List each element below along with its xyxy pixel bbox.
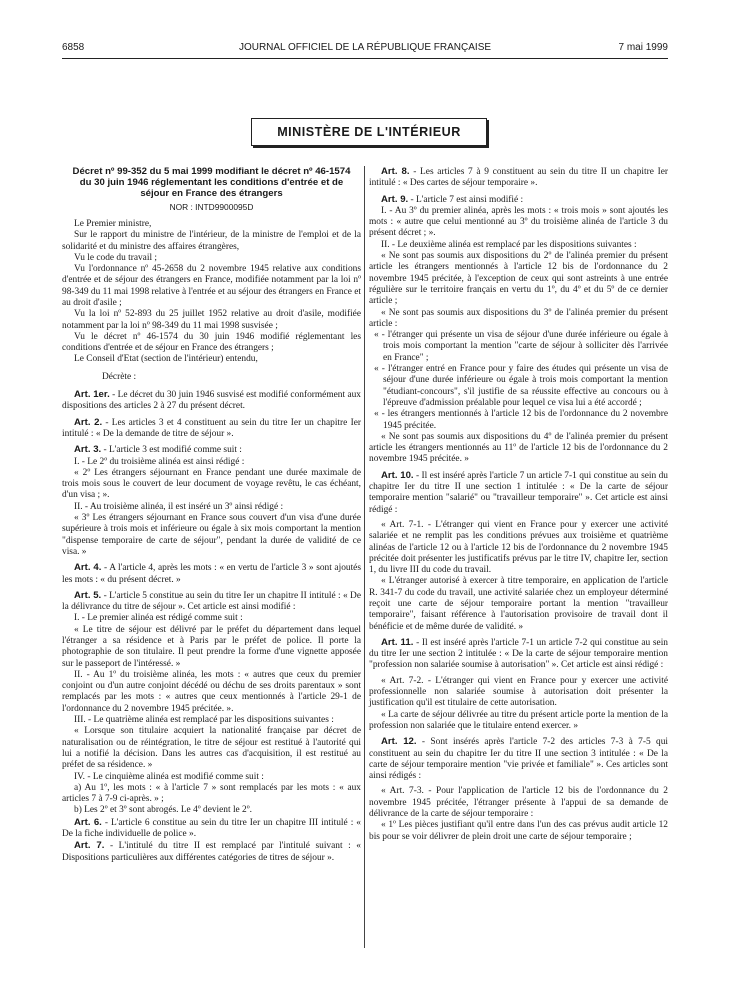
paragraph-text: « Ne sont pas soumis aux dispositions du 2º de l'alinéa premier du présent article les étrangers mentionnés à l'article 12 bis de l'ordonnance du 2 novembre 1945 précitée, à l'exception de ceux qui sont astreints à une entrée régulière sur le territoire français en vertu du 1º, du 4º et du 5º de ce dernier article ; bbox=[369, 251, 668, 307]
paragraph bbox=[369, 786, 668, 820]
article-paragraph bbox=[369, 194, 668, 206]
decree-title: Décret nº 99-352 du 5 mai 1999 modifiant le décret nº 46-1574 du 30 juin 1946 réglementant les conditions d'entrée et de séjour en France des étrangers bbox=[72, 166, 351, 200]
paragraph bbox=[62, 457, 361, 468]
right-column bbox=[369, 166, 668, 843]
paragraph-text: - L'article 5 constitue au sein du titre Ier un chapitre II intitulé : « De la délivrance du titre de séjour ». Cet article est ainsi modifié : bbox=[62, 590, 361, 613]
column-divider bbox=[364, 166, 365, 948]
paragraph bbox=[62, 726, 361, 771]
paragraph-text: Le Premier ministre, bbox=[74, 218, 152, 229]
paragraph-text: IV. - Le cinquième alinéa est modifié comme suit : bbox=[74, 771, 264, 782]
article-label: Art. 3. bbox=[74, 444, 102, 456]
paragraph-text: - Les articles 7 à 9 constituent au sein du titre II un chapitre Ier intitulé : « Des cartes de séjour temporaire ». bbox=[369, 167, 668, 189]
article-label: Art. 9. bbox=[381, 193, 409, 205]
paragraph-text: Vu le décret nº 46-1574 du 30 juin 1946 modifié réglementant les conditions d'entrée et de séjour en France des étrangers ; bbox=[62, 331, 361, 354]
paragraph-text: I. - Au 3º du premier alinéa, après les mots : « trois mois » sont ajoutés les mots : « autre que celui mentionné au 3º du troisième alinéa de l'article 3 du présent décret ; ». bbox=[369, 205, 668, 239]
paragraph-text: I. - Le premier alinéa est rédigé comme suit : bbox=[74, 613, 243, 624]
paragraph-text: « Ne sont pas soumis aux dispositions du 3º de l'alinéa premier du présent article : bbox=[369, 307, 668, 329]
paragraph bbox=[369, 820, 668, 843]
paragraph-text: II. - Au 1º du troisième alinéa, les mots : « autres que ceux du premier conjoint ou d'un autre conjoint décédé ou déchu de ses droits parentaux » sont remplacés par les mots : « autres que ceux mentionnés à l'article 29-1 de l'ordonnance du 2 novembre 1945 précitée. ». bbox=[62, 669, 361, 714]
article-label: Art. 4. bbox=[74, 562, 102, 574]
article-label: Art. 12. bbox=[381, 736, 417, 748]
article-paragraph bbox=[62, 590, 361, 614]
article-paragraph bbox=[62, 840, 361, 864]
paragraph bbox=[62, 264, 361, 309]
article-paragraph bbox=[369, 166, 668, 190]
paragraph-text: Vu la loi nº 52-893 du 25 juillet 1952 relative au droit d'asile, modifiée notamment par la loi nº 98-349 du 11 mai 1998 susvisée ; bbox=[62, 309, 361, 331]
paragraph bbox=[369, 240, 668, 251]
paragraph-text: « Art. 7-1. - L'étranger qui vient en France pour y exercer une activité salariée et ne remplit pas les conditions prévues aux troisième et quatrième alinéas de l'article 12 ou à l'article 12 bis de l'ordonnance du 2 novembre 1945 précitée doit présenter les justificatifs prévus par le titre IV, chapitre Ier, section 1, du livre III du code du travail. bbox=[369, 519, 668, 576]
paragraph bbox=[369, 409, 668, 432]
paragraph-text: - L'article 3 est modifié comme suit : bbox=[101, 445, 242, 456]
paragraph bbox=[62, 625, 361, 670]
paragraph bbox=[62, 805, 361, 816]
paragraph bbox=[62, 309, 361, 332]
paragraph bbox=[369, 576, 668, 632]
paragraph bbox=[62, 372, 361, 383]
article-paragraph bbox=[62, 817, 361, 841]
paragraph-text: - Il est inséré après l'article 7 un article 7-1 qui constitue au sein du chapitre Ier du titre II une section 1 intitulée : « De la carte de séjour temporaire mention "salarié" ou "travailleur temporaire" ». Cet article est ainsi rédigé : bbox=[369, 470, 668, 515]
journal-title: JOURNAL OFFICIEL DE LA RÉPUBLIQUE FRANÇAISE bbox=[238, 42, 492, 53]
paragraph-text: « 3º Les étrangers séjournant en France sous couvert d'un visa d'une durée supérieure à trois mois et inférieure ou égale à six mois comportant la mention "dispense temporaire de carte de séjour", pendant la durée de validité de ce visa. » bbox=[62, 513, 361, 557]
paragraph bbox=[62, 613, 361, 624]
paragraph-text: - Il est inséré après l'article 7-1 un article 7-2 qui constitue au sein du titre Ier une section 2 intitulée : « De la carte de séjour temporaire mention "profession non salariée soumise à autorisation" ». Cet article est ainsi rédigé : bbox=[369, 637, 668, 671]
paragraph bbox=[369, 710, 668, 733]
paragraph-text: « La carte de séjour délivrée au titre du présent article porte la mention de la profession non salariée que le titulaire entend exercer. » bbox=[369, 709, 668, 731]
paragraph bbox=[369, 520, 668, 576]
paragraph bbox=[62, 513, 361, 558]
paragraph-text: Vu le code du travail ; bbox=[74, 252, 158, 263]
article-label: Art. 8. bbox=[381, 166, 410, 177]
paragraph bbox=[62, 772, 361, 783]
paragraph-text: II. - Au troisième alinéa, il est inséré un 3º ainsi rédigé : bbox=[74, 501, 284, 512]
paragraph-text: « - les étrangers mentionnés à l'article 12 bis de l'ordonnance du 2 novembre 1945 précitée. bbox=[374, 409, 668, 431]
paragraph bbox=[62, 354, 361, 365]
article-label: Art. 7. bbox=[74, 840, 105, 852]
paragraph-text: « L'étranger autorisé à exercer à titre temporaire, en application de l'article R. 341-7 du code du travail, une activité salariée chez un employeur déterminé reçoit une carte de séjour temporaire portant la mention "travailleur temporaire", faisant référence à l'autorisation provisoire de travail dont il bénéficie et de même durée de validité. » bbox=[369, 576, 668, 632]
article-label: Art. 11. bbox=[381, 636, 414, 648]
paragraph bbox=[62, 468, 361, 502]
issue-date: 7 mai 1999 bbox=[618, 42, 668, 53]
paragraph-text: III. - Le quatrième alinéa est remplacé par les dispositions suivantes : bbox=[74, 715, 334, 726]
article-label: Art. 1er. bbox=[74, 389, 110, 401]
article-paragraph bbox=[62, 562, 361, 586]
paragraph-text: « - l'étranger entré en France pour y faire des études qui présente un visa de séjour d'une durée inférieure ou égale à trois mois comportant la mention "étudiant-concours", s'il justifie de sa réussite effective au concours ou à l'épreuve d'admission préalable pour lequel ce visa lui a été accordé ; bbox=[374, 364, 668, 408]
paragraph bbox=[62, 502, 361, 513]
header-rule bbox=[62, 58, 668, 59]
paragraph-text: « Art. 7-2. - L'étranger qui vient en France pour y exercer une activité professionnelle non salariée soumise à autorisation doit présenter la justification qu'il est titulaire de cette autorisation. bbox=[369, 675, 668, 709]
paragraph-text: a) Au 1º, les mots : « à l'article 7 » sont remplacés par les mots : « aux articles 7 à 7-9 ci-après. » ; bbox=[62, 782, 361, 805]
paragraph-text: - Le décret du 30 juin 1946 susvisé est modifié conformément aux dispositions des articles 2 à 27 du présent décret. bbox=[62, 390, 361, 412]
paragraph-text: I. - Le 2º du troisième alinéa est ainsi rédigé : bbox=[74, 456, 245, 467]
paragraph bbox=[62, 253, 361, 264]
paragraph bbox=[369, 364, 668, 409]
paragraph-text: - Les articles 3 et 4 constituent au sein du titre Ier un chapitre Ier intitulé : « De la demande de titre de séjour ». bbox=[62, 417, 361, 439]
article-paragraph bbox=[369, 637, 668, 672]
article-label: Art. 10. bbox=[381, 469, 414, 481]
article-paragraph bbox=[369, 736, 668, 782]
paragraph bbox=[62, 783, 361, 806]
left-column bbox=[62, 166, 361, 864]
paragraph-text: Le Conseil d'Etat (section de l'intérieur) entendu, bbox=[74, 354, 258, 365]
paragraph bbox=[62, 715, 361, 726]
ministry-box: MINISTÈRE DE L'INTÉRIEUR bbox=[251, 118, 487, 146]
nor-reference: NOR : INTD9900095D bbox=[169, 201, 254, 212]
article-paragraph bbox=[62, 389, 361, 413]
paragraph-text: - L'intitulé du titre II est remplacé par l'intitulé suivant : « Dispositions particulières aux différentes catégories de titres de séjour ». bbox=[62, 841, 361, 863]
paragraph-text: Vu l'ordonnance nº 45-2658 du 2 novembre 1945 relative aux conditions d'entrée et de séjour des étrangers en France, modifiée notamment par la loi nº 98-349 du 11 mai 1998 relative à l'entrée et au séjour des étrangers en France et au droit d'asile ; bbox=[62, 264, 361, 308]
paragraph bbox=[62, 670, 361, 715]
paragraph-text: II. - Le deuxième alinéa est remplacé par les dispositions suivantes : bbox=[381, 239, 637, 250]
paragraph-text: « Art. 7-3. - Pour l'application de l'article 12 bis de l'ordonnance du 2 novembre 1945 précitée, l'étranger présente à l'appui de sa demande de délivrance de la carte de séjour temporaire : bbox=[369, 786, 668, 820]
paragraph-text: « 1º Les pièces justifiant qu'il entre dans l'un des cas prévus audit article 12 bis pour se voir délivrer de plein droit une carte de séjour temporaire ; bbox=[369, 820, 668, 842]
paragraph-text: - A l'article 4, après les mots : « en vertu de l'article 3 » sont ajoutés les mots : « du présent décret. » bbox=[62, 563, 361, 585]
paragraph bbox=[62, 219, 361, 230]
paragraph-text: « - l'étranger qui présente un visa de séjour d'une durée inférieure ou égale à trois mois comportant la mention "carte de séjour à solliciter dès l'arrivée en France" ; bbox=[374, 330, 668, 363]
article-label: Art. 6. bbox=[74, 816, 102, 828]
article-paragraph bbox=[62, 444, 361, 456]
paragraph-text: « Le titre de séjour est délivré par le préfet du département dans lequel l'étranger a sa résidence et à Paris par le préfet de police. Il porte la photographie de son titulaire. Il peut prendre la forme d'une vignette apposée sur le passeport de l'intéressé. » bbox=[62, 624, 361, 669]
paragraph-text: « 2º Les étrangers séjournant en France pendant une durée maximale de trois mois sous le couvert de leur document de voyage revêtu, le cas échéant, d'un visa ; ». bbox=[62, 467, 361, 501]
article-label: Art. 2. bbox=[74, 416, 103, 428]
paragraph-text: « Ne sont pas soumis aux dispositions du 4º de l'alinéa premier du présent article les étrangers mentionnés au 11º de l'article 12 bis de l'ordonnance du 2 novembre 1945 précitée. » bbox=[369, 431, 668, 465]
paragraph bbox=[369, 308, 668, 331]
paragraph bbox=[369, 432, 668, 466]
paragraph-text: « Lorsque son titulaire acquiert la nationalité française par décret de naturalisation ou de réintégration, le titre de séjour est restitué à l'autorité qui lui a notifié la décision. Dans les autres cas d'acquisition, il est restitué au préfet de sa résidence. » bbox=[62, 726, 361, 771]
paragraph-text: - Sont insérés après l'article 7-2 des articles 7-3 à 7-5 qui constituent au sein du chapitre Ier du titre II une section 3 intitulée : « De la carte de séjour temporaire mention "vie privée et familiale" ». Ces articles sont ainsi rédigés : bbox=[369, 737, 668, 782]
paragraph bbox=[369, 676, 668, 710]
article-paragraph bbox=[369, 470, 668, 516]
paragraph bbox=[369, 251, 668, 307]
paragraph bbox=[369, 206, 668, 240]
paragraph bbox=[62, 230, 361, 253]
paragraph-text: - L'article 7 est ainsi modifié : bbox=[408, 194, 524, 205]
paragraph-text: b) Les 2º et 3º sont abrogés. Le 4º devient le 2º. bbox=[74, 805, 252, 816]
page-number: 6858 bbox=[62, 42, 85, 53]
article-label: Art. 5. bbox=[74, 589, 102, 601]
paragraph bbox=[62, 332, 361, 355]
article-paragraph bbox=[62, 417, 361, 441]
paragraph bbox=[369, 330, 668, 364]
page-header bbox=[62, 42, 668, 56]
paragraph-text: Décrète : bbox=[102, 371, 137, 382]
paragraph-text: - L'article 6 constitue au sein du titre Ier un chapitre III intitulé : « De la fiche individuelle de police ». bbox=[62, 817, 361, 840]
paragraph-text: Sur le rapport du ministre de l'intérieur, de la ministre de l'emploi et de la solidarité et du ministre des affaires étrangères, bbox=[62, 230, 361, 252]
